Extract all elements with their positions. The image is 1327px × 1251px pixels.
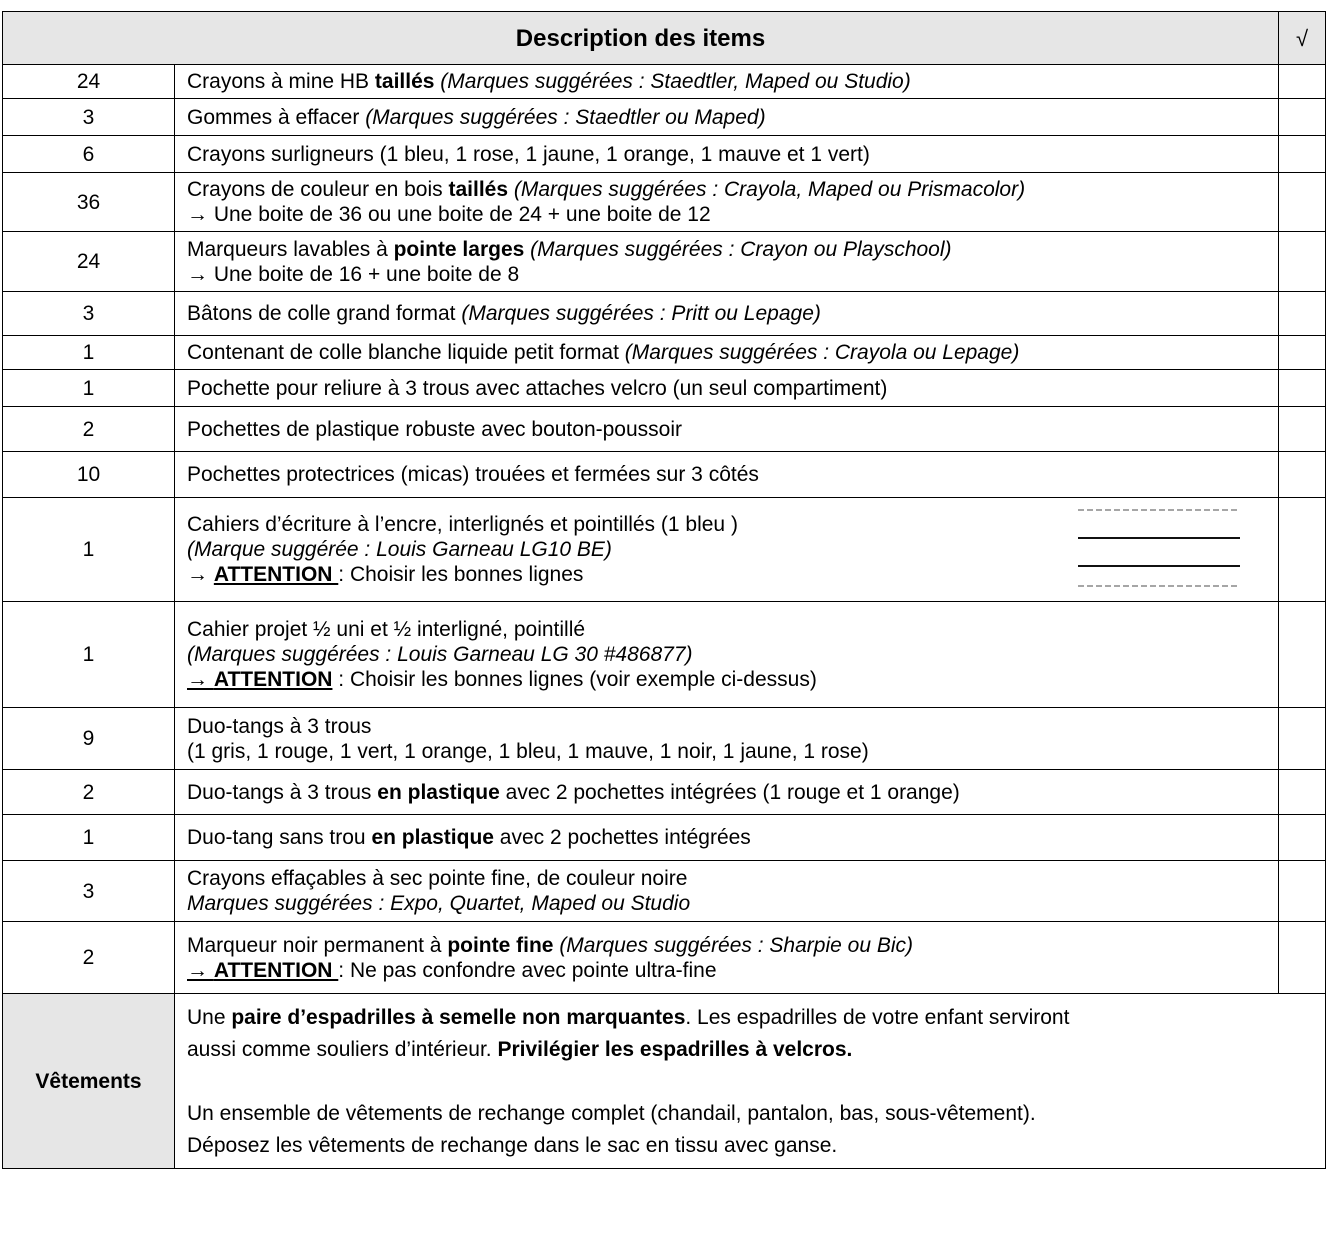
- item-text: Crayons effaçables à sec pointe fine, de couleur noire: [187, 867, 688, 890]
- item-description: [175, 65, 1279, 99]
- item-text: Crayons à mine HB: [187, 70, 375, 93]
- check-box-cell[interactable]: [1279, 370, 1326, 407]
- item-text: Duo-tangs à 3 trous: [187, 780, 378, 804]
- clothes-category-label: Vêtements: [3, 994, 175, 1169]
- check-box-cell[interactable]: [1279, 407, 1326, 452]
- item-quantity: 24: [3, 232, 175, 292]
- item-description: [175, 861, 1279, 922]
- table-row: [3, 232, 1326, 292]
- item-quantity: 24: [3, 65, 175, 99]
- supply-list-table: [2, 11, 1326, 1169]
- table-row: [3, 173, 1326, 232]
- item-quantity: 3: [3, 292, 175, 336]
- item-brand-suggestion: (Marques suggérées : Crayon ou Playschool): [524, 237, 952, 261]
- table-row: [3, 708, 1326, 770]
- item-text: Gommes à effacer: [187, 105, 366, 129]
- item-brand-suggestion: (Marques suggérées : Crayola, Maped ou Prismacolor): [508, 178, 1026, 201]
- item-description: [175, 498, 1279, 602]
- item-text: avec 2 pochettes intégrées: [493, 826, 751, 849]
- check-box-cell[interactable]: [1279, 922, 1326, 994]
- check-box-cell[interactable]: [1279, 136, 1326, 173]
- item-quantity: 1: [3, 602, 175, 708]
- item-text: Déposez les vêtements de rechange dans le sac en tissu avec ganse.: [187, 1134, 838, 1157]
- item-text: Marqueur noir permanent à: [187, 933, 448, 957]
- item-emphasis: paire d’espadrilles à semelle non marquantes: [231, 1006, 686, 1029]
- item-text: aussi comme souliers d’intérieur.: [187, 1038, 498, 1061]
- clothes-description: [175, 994, 1326, 1169]
- check-box-cell[interactable]: [1279, 602, 1326, 708]
- item-description: [175, 922, 1279, 994]
- table-row: [3, 65, 1326, 99]
- item-quantity: 1: [3, 370, 175, 407]
- item-text: . Les espadrilles de votre enfant serviront: [685, 1006, 1070, 1029]
- item-text: Duo-tang sans trou: [187, 826, 372, 849]
- check-box-cell[interactable]: [1279, 770, 1326, 815]
- check-box-cell[interactable]: [1279, 292, 1326, 336]
- item-note: : Ne pas confondre avec pointe ultra-fine: [338, 958, 717, 982]
- item-note: : Choisir les bonnes lignes (voir exemple ci-dessus): [332, 668, 817, 691]
- item-text: Pochettes de plastique robuste avec bouton-poussoir: [187, 417, 682, 441]
- check-box-cell[interactable]: [1279, 708, 1326, 770]
- item-description: [175, 602, 1279, 708]
- item-quantity: 6: [3, 136, 175, 173]
- item-text: Crayons surligneurs (1 bleu, 1 rose, 1 jaune, 1 orange, 1 mauve et 1 vert): [187, 142, 870, 166]
- table-row: [3, 861, 1326, 922]
- item-emphasis: en plastique: [377, 780, 500, 804]
- item-description: [175, 99, 1279, 136]
- item-text: Contenant de colle blanche liquide petit format: [187, 341, 625, 364]
- item-description: [175, 173, 1279, 232]
- table-row: [3, 336, 1326, 370]
- item-quantity: 1: [3, 498, 175, 602]
- item-description: [175, 407, 1279, 452]
- table-row: [3, 452, 1326, 498]
- arrow-icon: →: [187, 668, 214, 691]
- item-description: [175, 370, 1279, 407]
- item-text: Un ensemble de vêtements de rechange complet (chandail, pantalon, bas, sous-vêtement).: [187, 1102, 1036, 1125]
- attention-label: ATTENTION: [213, 563, 339, 586]
- item-text: Marqueurs lavables à: [187, 237, 394, 261]
- item-brand-suggestion: Marques suggérées : Expo, Quartet, Maped ou Studio: [187, 892, 691, 915]
- item-emphasis: pointe larges: [393, 237, 525, 261]
- item-quantity: 2: [3, 922, 175, 994]
- clothes-row: [3, 994, 1326, 1169]
- check-box-cell[interactable]: [1279, 173, 1326, 232]
- item-description: [175, 452, 1279, 498]
- item-description: [175, 770, 1279, 815]
- table-row: [3, 922, 1326, 994]
- check-box-cell[interactable]: [1279, 861, 1326, 922]
- checkmark-column-header: √: [1279, 12, 1326, 65]
- check-box-cell[interactable]: [1279, 815, 1326, 861]
- check-box-cell[interactable]: [1279, 498, 1326, 602]
- item-description: [175, 136, 1279, 173]
- item-emphasis: taillés: [374, 70, 435, 93]
- item-text: avec 2 pochettes intégrées (1 rouge et 1 orange): [499, 780, 960, 804]
- item-emphasis: en plastique: [371, 826, 494, 849]
- item-brand-suggestion: (Marques suggérées : Sharpie ou Bic): [553, 933, 913, 957]
- attention-label: ATTENTION: [213, 958, 339, 982]
- item-brand-suggestion: (Marques suggérées : Staedtler, Maped ou Studio): [434, 70, 911, 93]
- item-description: [175, 292, 1279, 336]
- item-text: Duo-tangs à 3 trous: [187, 714, 372, 738]
- item-text: Crayons de couleur en bois: [187, 178, 449, 201]
- check-box-cell[interactable]: [1279, 336, 1326, 370]
- writing-lines-example-icon: [1076, 506, 1242, 588]
- item-brand-suggestion: (Marque suggérée : Louis Garneau LG10 BE): [187, 538, 612, 561]
- item-emphasis: Privilégier les espadrilles à velcros.: [497, 1038, 853, 1061]
- attention-label: ATTENTION: [213, 668, 333, 691]
- item-quantity: 9: [3, 708, 175, 770]
- table-row: [3, 292, 1326, 336]
- table-row: [3, 770, 1326, 815]
- item-emphasis: taillés: [448, 178, 509, 201]
- table-row: [3, 99, 1326, 136]
- item-brand-suggestion: (Marques suggérées : Louis Garneau LG 30 #486877): [187, 643, 693, 666]
- table-row: [3, 498, 1326, 602]
- item-quantity: 3: [3, 861, 175, 922]
- arrow-icon: →: [187, 958, 214, 982]
- item-quantity: 10: [3, 452, 175, 498]
- table-header-row: [3, 12, 1326, 65]
- check-box-cell[interactable]: [1279, 99, 1326, 136]
- item-text: Une: [187, 1006, 232, 1029]
- item-quantity: 2: [3, 770, 175, 815]
- item-text: Bâtons de colle grand format: [187, 302, 462, 325]
- item-note: (1 gris, 1 rouge, 1 vert, 1 orange, 1 bleu, 1 mauve, 1 noir, 1 jaune, 1 rose): [187, 739, 869, 763]
- item-description: [175, 708, 1279, 770]
- item-text: Pochettes protectrices (micas) trouées et fermées sur 3 côtés: [187, 463, 759, 486]
- item-quantity: 2: [3, 407, 175, 452]
- table-row: [3, 370, 1326, 407]
- item-note: : Choisir les bonnes lignes: [338, 563, 584, 586]
- item-text: Cahier projet ½ uni et ½ interligné, pointillé: [187, 618, 586, 641]
- item-quantity: 1: [3, 815, 175, 861]
- item-brand-suggestion: (Marques suggérées : Staedtler ou Maped): [365, 105, 766, 129]
- item-brand-suggestion: (Marques suggérées : Crayola ou Lepage): [624, 341, 1020, 364]
- item-quantity: 1: [3, 336, 175, 370]
- item-brand-suggestion: (Marques suggérées : Pritt ou Lepage): [461, 302, 821, 325]
- header-title: Description des items: [3, 12, 1279, 65]
- check-box-cell[interactable]: [1279, 232, 1326, 292]
- check-box-cell[interactable]: [1279, 452, 1326, 498]
- item-description: [175, 232, 1279, 292]
- item-description: [175, 336, 1279, 370]
- arrow-icon: →: [187, 563, 214, 586]
- item-text: Pochette pour reliure à 3 trous avec attaches velcro (un seul compartiment): [187, 376, 888, 400]
- table-row: [3, 407, 1326, 452]
- item-quantity: 3: [3, 99, 175, 136]
- item-emphasis: pointe fine: [447, 933, 554, 957]
- item-quantity: 36: [3, 173, 175, 232]
- item-note: → Une boite de 16 + une boite de 8: [187, 262, 520, 286]
- item-description: [175, 815, 1279, 861]
- item-text: Cahiers d’écriture à l’encre, interlignés et pointillés (1 bleu ): [187, 513, 738, 536]
- table-row: [3, 602, 1326, 708]
- item-note: → Une boite de 36 ou une boite de 24 + une boite de 12: [187, 203, 711, 226]
- paragraph-gap: [187, 1066, 1319, 1098]
- check-box-cell[interactable]: [1279, 65, 1326, 99]
- table-row: [3, 136, 1326, 173]
- table-row: [3, 815, 1326, 861]
